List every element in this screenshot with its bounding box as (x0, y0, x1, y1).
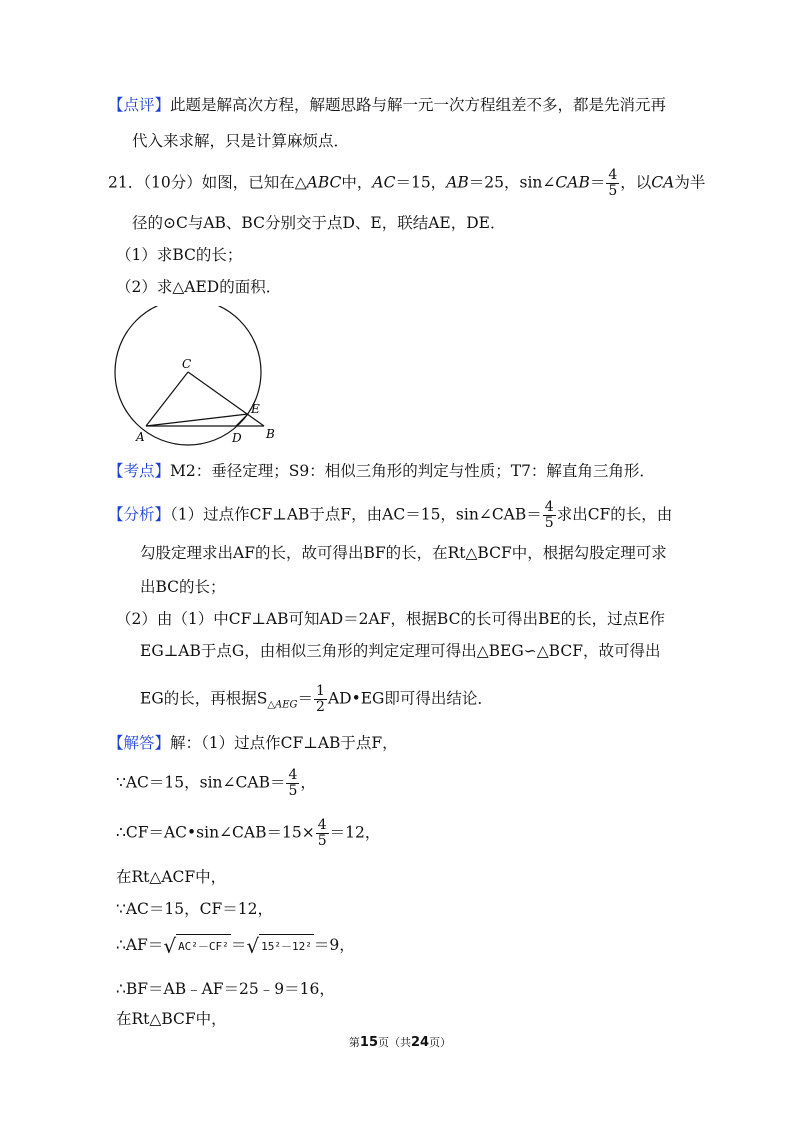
circle-c (115, 306, 261, 445)
fenxi-fraction: $\frac{4}{5}$ (544, 499, 554, 531)
problem-statement-line-2: 径的⊙C与AB、BC分别交于点D、E，联结AE，DE． (132, 214, 506, 232)
kaodian-tag: 【考点】 (108, 462, 171, 480)
comment-line-2: 代入来求解，只是计算麻烦点． (132, 132, 350, 150)
jieda-line-6 (116, 934, 355, 958)
fenxi-line-5: EG⊥AB于点G，由相似三角形的判定定理可得出△BEG∽△BCF，故可得出 (140, 642, 661, 660)
sqrt-ac-cf: √ AC²－CF² (163, 934, 229, 958)
segment-ac: AC (372, 173, 396, 192)
comment-text-1: 此题是解高次方程，解题思路与解一元一次方程组差不多，都是先消元再 (170, 96, 667, 114)
equals: ＝ (589, 173, 606, 192)
comment-tag: 【点评】 (108, 96, 171, 114)
jieda-eq-6: ＝ (230, 936, 247, 954)
page-footer (0, 1034, 800, 1050)
segment-ca: CA (651, 173, 675, 192)
comment-line-1 (108, 94, 666, 116)
footer-post: 页） (429, 1036, 452, 1049)
fenxi-line-4: （2）由（1）中CF⊥AB可知AD＝2AF，根据BC的长可得出BE的长，过点E作 (116, 610, 665, 628)
footer-mid: 页（共 (378, 1036, 411, 1049)
footer-page-number: 15 (359, 1035, 378, 1050)
fenxi-line-1 (108, 500, 672, 531)
jieda-text-1: 解：（1）过点作CF⊥AB于点F， (170, 734, 398, 752)
geometry-figure (108, 306, 284, 448)
fenxi-text-6a: EG的长，再根据S (140, 689, 268, 708)
footer-pre: 第 (348, 1036, 360, 1049)
kaodian-line (108, 460, 655, 482)
problem-tail-1: ，以 (620, 173, 652, 192)
jieda-text-2a: ∵AC＝15，sin∠CAB＝ (116, 773, 286, 792)
ac-value: ＝15， (395, 173, 447, 192)
problem-score: （10分） (143, 173, 202, 192)
jieda-line-8: 在Rt△BCF中， (116, 1010, 227, 1028)
ab-value: ＝25，sin∠ (468, 173, 556, 192)
jieda-text-2b: ， (300, 773, 316, 792)
jieda-line-4: 在Rt△ACF中， (116, 868, 227, 886)
label-b: B (266, 427, 275, 441)
angle-cab: CAB (555, 173, 590, 192)
fraction-4-5: $\frac{4}{5}$ (608, 167, 618, 199)
segment-ae-line (146, 414, 248, 426)
triangle-abc: ABC (306, 173, 342, 192)
jieda-text-6c: ＝9， (313, 936, 355, 954)
jieda-text-3b: ＝12， (329, 823, 381, 842)
jieda-line-3 (116, 818, 380, 849)
label-a: A (136, 430, 145, 444)
footer-total-pages: 24 (411, 1035, 430, 1050)
fenxi-line-6 (140, 684, 493, 720)
kaodian-text: M2：垂径定理；S9：相似三角形的判定与性质；T7：解直角三角形． (170, 462, 655, 480)
segment-ab: AB (446, 173, 469, 192)
fenxi-text-1b: 求出CF的长，由 (556, 505, 673, 524)
question-1: （1）求BC的长； (116, 246, 243, 264)
label-d: D (232, 431, 242, 445)
label-c: C (182, 357, 192, 371)
problem-tail-2: 为半 (674, 173, 706, 192)
segment-cb-line (188, 372, 264, 426)
fenxi-tag: 【分析】 (108, 505, 171, 524)
jieda-fraction-3: $\frac{4}{5}$ (317, 817, 327, 849)
jieda-line-1 (108, 732, 398, 754)
problem-mid: 中， (341, 173, 373, 192)
question-2: （2）求△AED的面积． (116, 278, 282, 296)
problem-intro: 如图，已知在△ (201, 173, 307, 192)
fenxi-text-6c: AD•EG即可得出结论． (327, 689, 493, 708)
fenxi-fraction-half: $\frac{1}{2}$ (316, 683, 325, 715)
label-e: E (251, 402, 260, 416)
jieda-tag: 【解答】 (108, 734, 171, 752)
jieda-text-3a: ∴CF＝AC•sin∠CAB＝15× (116, 823, 315, 842)
fenxi-line-3: 出BC的长； (140, 578, 226, 596)
problem-number: 21． (108, 173, 144, 192)
problem-statement-line-1 (108, 168, 705, 199)
jieda-fraction-2: $\frac{4}{5}$ (288, 767, 298, 799)
fenxi-text-1a: （1）过点作CF⊥AB于点F，由AC＝15，sin∠CAB＝ (170, 505, 542, 524)
fenxi-subscript: △AEG (267, 699, 298, 711)
jieda-text-6a: ∴AF＝ (116, 936, 164, 954)
jieda-line-5: ∵AC＝15，CF＝12， (116, 900, 273, 918)
fenxi-line-2: 勾股定理求出AF的长，故可得出BF的长，在Rt△BCF中，根据勾股定理可求 (140, 544, 667, 562)
jieda-line-7: ∴BF＝AB﹣AF＝25﹣9＝16， (116, 980, 335, 998)
segment-ac-line (146, 372, 188, 426)
jieda-line-2 (116, 768, 316, 799)
fenxi-eq: ＝ (297, 689, 314, 708)
sqrt-15-12: √ 15²－12² (246, 934, 312, 958)
